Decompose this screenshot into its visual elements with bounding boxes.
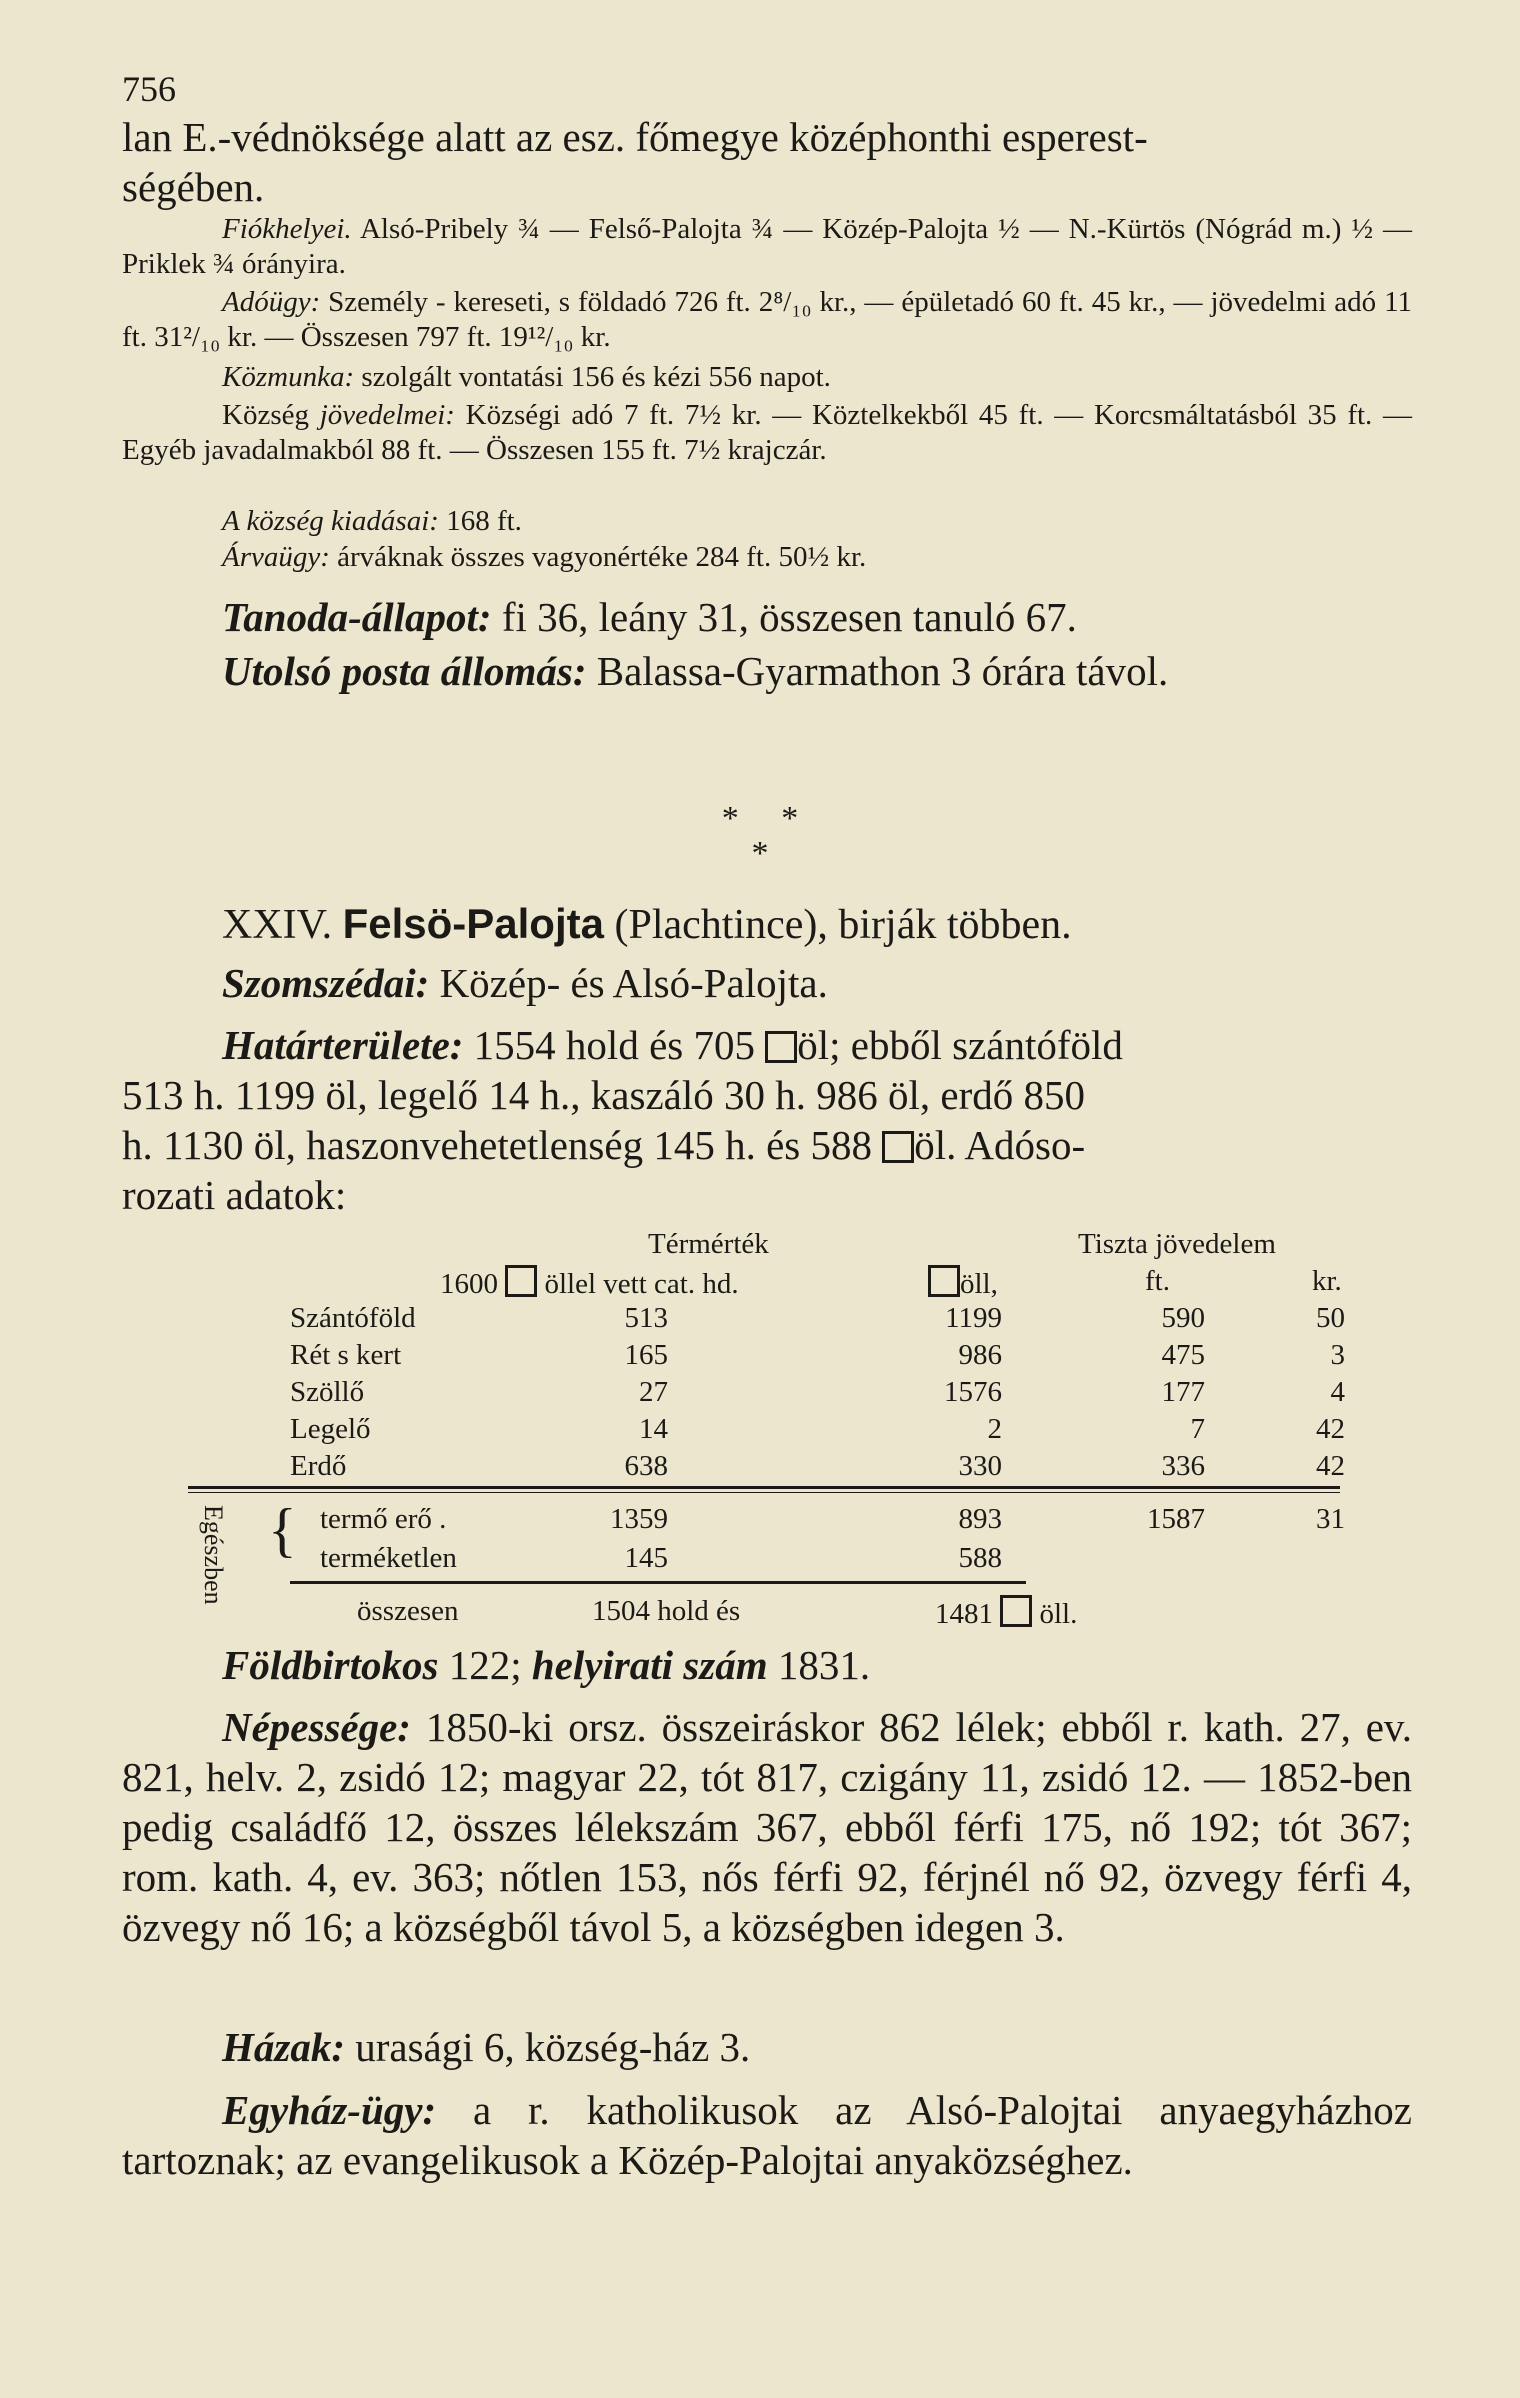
- arvaugy-paragraph: [122, 540, 1412, 575]
- table-head-oll: öll,: [928, 1265, 998, 1301]
- square-unit-icon: [505, 1265, 537, 1297]
- table-rule-thin: [188, 1492, 1340, 1493]
- heading-name: Felsö-Palojta: [342, 900, 604, 947]
- hatar-line4: rozati adatok:: [122, 1172, 347, 1218]
- hatar-paragraph: [122, 1020, 1412, 1220]
- adougy-paragraph: [122, 285, 1412, 355]
- hazak-text: urasági 6, község-ház 3.: [355, 2024, 751, 2070]
- table-sum-cell-name: terméketlen: [320, 1542, 457, 1574]
- arvaugy-text: árváknak összes vagyonértéke 284 ft. 50½ kr.: [337, 541, 867, 573]
- square-unit-icon: [882, 1131, 914, 1163]
- total-unit: öll.: [1039, 1598, 1078, 1630]
- table-cell-name: Legelő: [290, 1413, 371, 1445]
- table-head-ft: ft.: [1145, 1265, 1170, 1297]
- szomszedai-paragraph: [122, 958, 1412, 1008]
- table-sum-cell-hold: 1359: [610, 1503, 668, 1535]
- section-stars-bottom: *: [751, 835, 769, 872]
- table-sum-cell-ft: 1587: [1147, 1503, 1205, 1535]
- helyirati-label: helyirati szám: [531, 1642, 768, 1688]
- table-cell-ol: 1199: [945, 1302, 1002, 1334]
- table-cell-ft: 7: [1190, 1413, 1205, 1445]
- posta-text: Balassa-Gyarmathon 3 órára távol.: [596, 648, 1169, 694]
- table-cell-hold: 165: [624, 1339, 668, 1371]
- total-hold: 1504 hold és: [592, 1595, 741, 1627]
- nepesseg-text: 1850-ki orsz. összeiráskor 862 lélek; ebből r. kath. 27, ev. 821, helv. 2, zsidó 12; magyar 22, tót 817, czigány 11, zsidó 12. — 1852-ben pedig családfő 12, összes lélekszám 367, ebből férfi 175, nő 192; tót 367; rom. kath. 4, ev. 363; nőtlen 153, nős férfi 92, férjnél nő 92, özvegy férfi 4, özvegy nő 16; a községből távol 5, a községben idegen 3.: [122, 1704, 1412, 1950]
- table-cell-name: Szántóföld: [290, 1302, 416, 1334]
- tanoda-text: fi 36, leány 31, összesen tanuló 67.: [501, 594, 1077, 640]
- table-cell-kr: 42: [1316, 1450, 1345, 1482]
- kozseg-jovedelmei-paragraph: [122, 398, 1412, 468]
- table-cell-name: Szöllő: [290, 1376, 365, 1408]
- tanoda-label: Tanoda-állapot:: [222, 594, 492, 640]
- table-cell-ol: 1576: [944, 1376, 1002, 1408]
- heading-rest: (Plachtince), birják többen.: [614, 902, 1072, 948]
- tanoda-paragraph: [122, 592, 1412, 642]
- brace-glyph: {: [268, 1497, 297, 1563]
- arvaugy-label: Árvaügy:: [222, 541, 330, 573]
- kiadasai-text: 168 ft.: [446, 505, 522, 537]
- hazak-label: Házak:: [222, 2024, 345, 2070]
- egyhaz-label: Egyház-ügy:: [222, 2087, 437, 2133]
- table-cell-name: Erdő: [290, 1450, 347, 1482]
- table-rule: [188, 1486, 1340, 1489]
- hazak-paragraph: [122, 2022, 1412, 2072]
- hatar-line2: 513 h. 1199 öl, legelő 14 h., kaszáló 30 h. 986 öl, erdő 850: [122, 1072, 1085, 1118]
- kiadasai-label: A község kiadásai:: [222, 505, 439, 537]
- hatar-line1: 1554 hold és 705: [473, 1022, 755, 1068]
- szomszedai-label: Szomszédai:: [222, 960, 430, 1006]
- table-cell-kr: 3: [1330, 1339, 1345, 1371]
- table-cell-hold: 638: [624, 1450, 668, 1482]
- table-cell-ft: 475: [1161, 1339, 1205, 1371]
- table-sum-cell-ol: 893: [958, 1503, 1002, 1535]
- foldbirtokos-paragraph: [122, 1640, 1412, 1690]
- table-sum-cell-hold: 145: [624, 1542, 668, 1574]
- square-unit-icon: [765, 1031, 797, 1063]
- side-label: Egészben: [199, 1505, 228, 1605]
- total-rule: [290, 1581, 1026, 1584]
- hatar-line3b: öl. Adóso-: [914, 1122, 1086, 1168]
- total-ol: 1481: [935, 1598, 993, 1630]
- adougy-text: Személy - kereseti, s földadó 726 ft. 2⁸/₁₀ kr., — épületadó 60 ft. 45 kr., — jövedelmi adó 11 ft. 31²/₁₀ kr. — Összesen 797 ft. 19¹²/₁₀ kr.: [122, 286, 1412, 353]
- kozmunka-paragraph: [122, 360, 1412, 395]
- kozseg-jov-pre: Község: [222, 399, 309, 431]
- table-cell-hold: 14: [639, 1413, 668, 1445]
- table-cell-ft: 590: [1161, 1302, 1205, 1334]
- intro-paragraph: [122, 112, 1412, 212]
- nepesseg-label: Népessége:: [222, 1704, 411, 1750]
- szomszedai-text: Közép- és Alsó-Palojta.: [439, 960, 828, 1006]
- table-cell-ol: 2: [987, 1413, 1002, 1445]
- egyhaz-paragraph: [122, 2085, 1412, 2185]
- intro-line-2: ségében.: [122, 164, 265, 210]
- square-unit-icon: [1000, 1595, 1032, 1627]
- hatar-label: Határterülete:: [222, 1022, 464, 1068]
- table-cell-ol: 330: [958, 1450, 1002, 1482]
- table-sum-cell-name: termő erő .: [320, 1503, 447, 1535]
- nepesseg-paragraph: [122, 1702, 1412, 1952]
- table-head-jovedelem: Tiszta jövedelem: [1078, 1228, 1276, 1260]
- fiok-text: Alsó-Pribely ¾ — Felső-Palojta ¾ — Közép-Palojta ½ — N.-Kürtös (Nógrád m.) ½ — Priklek ¾ órányira.: [122, 213, 1412, 280]
- helyirati-value: 1831.: [777, 1642, 871, 1688]
- table-sum-cell-ol: 588: [958, 1542, 1002, 1574]
- table-sum-cell-kr: 31: [1316, 1503, 1345, 1535]
- kozseg-jov-label: jövedelmei:: [319, 399, 455, 431]
- table-cell-kr: 50: [1316, 1302, 1345, 1334]
- kozmunka-label: Közmunka:: [222, 361, 355, 393]
- table-cell-ol: 986: [958, 1339, 1002, 1371]
- intro-line-1: lan E.-védnöksége alatt az esz. főmegye középhonthi esperest-: [122, 114, 1148, 160]
- table-cell-hold: 513: [624, 1302, 668, 1334]
- foldbirtokos-value: 122;: [448, 1642, 522, 1688]
- egyhaz-text: a r. katholikusok az Alsó-Palojtai anyaegyházhoz tartoznak; az evangelikusok a Közép-Palojtai anyaközséghez.: [122, 2087, 1413, 2183]
- foldbirtokos-label: Földbirtokos: [222, 1642, 439, 1688]
- table-cell-ft: 177: [1161, 1376, 1205, 1408]
- table-cell-hold: 27: [639, 1376, 668, 1408]
- section-stars-top: * *: [721, 800, 799, 837]
- table-cell-kr: 4: [1330, 1376, 1345, 1408]
- posta-label: Utolsó posta állomás:: [222, 648, 587, 694]
- table-cell-name: Rét s kert: [290, 1339, 402, 1371]
- fiok-label: Fiókhelyei.: [222, 213, 352, 245]
- table-head-1600: 1600 öllel vett cat. hd.: [440, 1265, 739, 1301]
- square-unit-icon: [928, 1265, 960, 1297]
- table-cell-kr: 42: [1316, 1413, 1345, 1445]
- kozseg-jov-text: Községi adó 7 ft. 7½ kr. — Köztelkekből 45 ft. — Korcsmáltatásból 35 ft. — Egyéb javadalmakból 88 ft. — Összesen 155 ft. 7½ krajczár.: [122, 399, 1412, 466]
- fiok-paragraph: [122, 212, 1412, 282]
- table-cell-ft: 336: [1161, 1450, 1205, 1482]
- table-head-kr: kr.: [1312, 1265, 1342, 1297]
- hatar-line1b: öl; ebből szántóföld: [797, 1022, 1123, 1068]
- hatar-line3a: h. 1130 öl, haszonvehetetlenség 145 h. és 588: [122, 1122, 872, 1168]
- posta-paragraph: [122, 646, 1412, 696]
- page-number: 756: [122, 69, 176, 109]
- adougy-label: Adóügy:: [222, 286, 321, 318]
- kozmunka-text: szolgált vontatási 156 és kézi 556 napot.: [361, 361, 831, 393]
- table-head-termertek: Térmérték: [648, 1228, 769, 1260]
- section-heading: [222, 900, 1072, 949]
- total-ol-cell: [935, 1595, 1077, 1631]
- kiadasai-paragraph: [122, 504, 1412, 539]
- total-name: összesen: [357, 1595, 459, 1627]
- heading-number: XXIV.: [222, 902, 333, 948]
